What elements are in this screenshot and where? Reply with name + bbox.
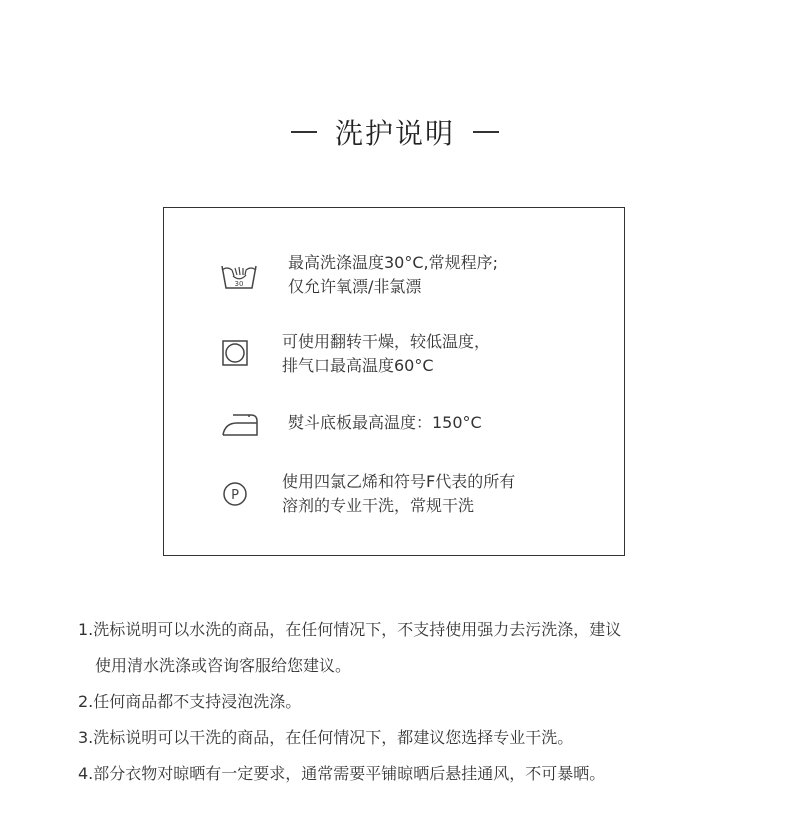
care-text-line: 溶剂的专业干洗，常规干洗	[282, 496, 475, 515]
iron-icon	[221, 411, 261, 441]
care-text-line: 最高洗涤温度30°C,常规程序;	[288, 253, 499, 272]
hand-wash-30-icon	[220, 260, 260, 296]
care-text-line: 排气口最高温度60°C	[282, 356, 434, 375]
title-text: 洗护说明	[334, 117, 455, 150]
care-text-line: 熨斗底板最高温度：150°C	[288, 413, 482, 432]
note-item	[78, 684, 758, 720]
note-line: 4.部分衣物对晾晒有一定要求，通常需要平铺晾晒后悬挂通风，不可暴晒。	[78, 764, 606, 783]
page-title	[0, 112, 790, 152]
tumble-dry-low-icon	[222, 340, 248, 370]
dry-clean-p-icon	[222, 481, 248, 511]
care-text-line: 使用四氯乙烯和符号F代表的所有	[282, 472, 516, 491]
note-line: 使用清水洗涤或咨询客服给您建议。	[95, 656, 352, 675]
care-text-line: 仅允许氧漂/非氯漂	[288, 277, 422, 296]
note-line: 3.洗标说明可以干洗的商品，在任何情况下，都建议您选择专业干洗。	[78, 728, 574, 747]
title-right-dash	[473, 131, 499, 133]
title-left-dash	[291, 131, 317, 133]
note-item	[78, 756, 758, 792]
note-line: 1.洗标说明可以水洗的商品，在任何情况下，不支持使用强力去污洗涤，建议	[78, 620, 622, 639]
svg-text:30: 30	[234, 280, 244, 288]
svg-text:P: P	[231, 488, 239, 503]
care-instructions-box	[163, 207, 625, 556]
care-text-line: 可使用翻转干燥，较低温度，	[282, 332, 491, 351]
note-item	[78, 720, 758, 756]
care-notes	[78, 612, 758, 792]
note-item	[78, 612, 758, 684]
note-line: 2.任何商品都不支持浸泡洗涤。	[78, 692, 302, 711]
